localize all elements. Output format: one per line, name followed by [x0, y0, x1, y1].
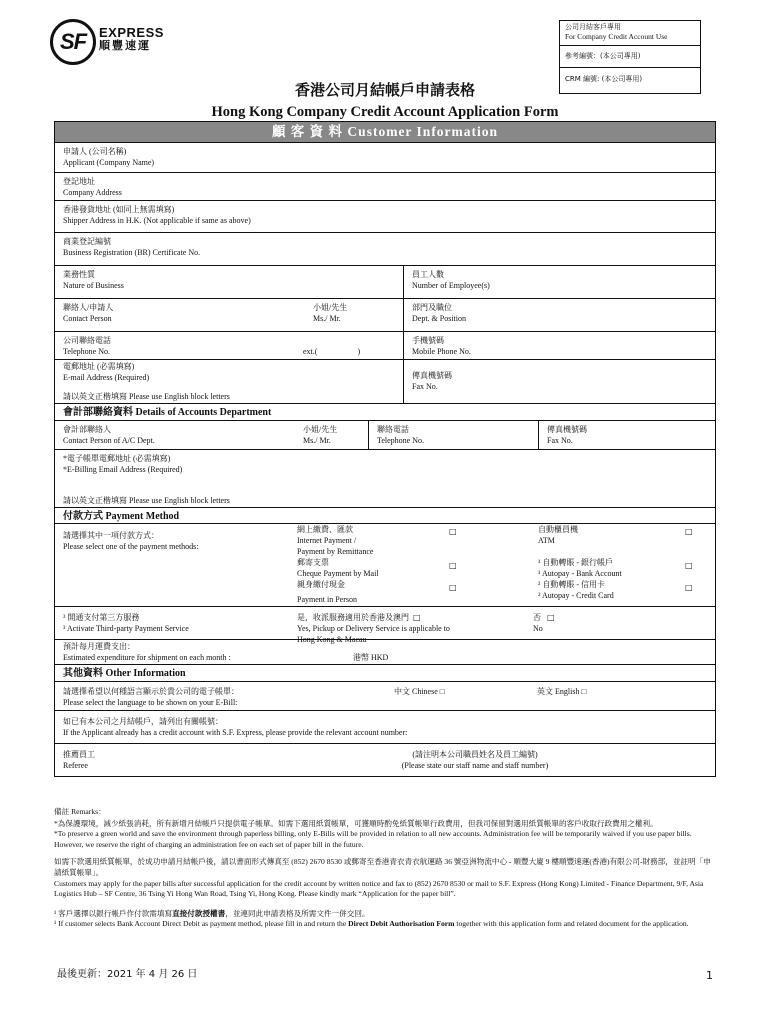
label: Mobile Phone No. [412, 347, 471, 356]
label: Payment in Person [297, 595, 357, 604]
logo-chinese-text: 順豐速運 [99, 40, 151, 52]
label: 推薦員工 [63, 750, 95, 759]
label: 電郵地址 (必需填寫) [63, 362, 135, 371]
customer-info-banner: 顧 客 資 料 Customer Information [55, 122, 715, 142]
text: ¹ If customer selects Bank Account Direct Debit as payment method, please fill in and return the [54, 919, 349, 929]
nature-employees-row [55, 265, 715, 298]
existing-account-field[interactable] [55, 710, 715, 743]
extension-field[interactable] [295, 332, 403, 359]
label: 聯絡人/申請人 [63, 303, 114, 312]
text: ¹ 客戶選擇以銀行帳戶作付款需填寫 [54, 908, 173, 918]
label: E-mail Address (Required) [63, 373, 150, 382]
label: 網上繳費、匯款 [297, 525, 353, 534]
autopay-bank-checkbox[interactable]: □ [685, 561, 693, 570]
label: 公司聯絡電話 [63, 336, 111, 345]
label: 小姐/先生 [303, 425, 338, 434]
third-party-no-option[interactable] [525, 607, 605, 639]
remarks-section [54, 807, 718, 933]
page-number: 1 [706, 969, 713, 982]
label: 預計每月運費支出： [63, 642, 135, 651]
estimated-expenditure-field[interactable] [55, 639, 715, 664]
label: 郵寄支票 [297, 558, 329, 567]
label: Fax No. [547, 436, 573, 445]
label: Applicant (Company Name) [63, 158, 155, 167]
accounts-heading: 會計部聯絡資料 Details of Accounts Department [55, 403, 715, 420]
english-block-note: 請以英文正楷填寫 Please use English block letters [63, 496, 230, 505]
label: Hong Kong & Macau [297, 635, 367, 644]
label: 申請人 (公司名稱) [63, 147, 127, 156]
label: Contact Person [63, 314, 112, 323]
label: ¹ Autopay - Bank Account [538, 569, 622, 578]
autopay-card-checkbox[interactable]: □ [685, 583, 693, 592]
third-party-yes-option[interactable] [289, 607, 519, 644]
label: 會計部聯絡人 [63, 425, 111, 434]
label: 部門及職位 [412, 303, 452, 312]
ebill-language-row [55, 681, 715, 710]
label: Ms./ Mr. [313, 314, 341, 323]
label: 親身繳付現金 [297, 580, 345, 589]
application-form [54, 121, 716, 777]
remark-2-en: Customers may apply for the paper bills after successful application for the credit account by written notice and fax to (852) 2670 8530 or mail to S.F. Express (Hong Kong) Limited - Finance Department, 9/F, Asia Logistics Hub – SF Centre, 36 Tsing Yi Hong Wan Road, Tsing Yi, Hong Kong. Please kindly mark “Application for the paper bill”. [54, 878, 704, 899]
label: 傳真機號碼 [547, 425, 587, 434]
form-title-en: Hong Kong Company Credit Account Application Form [211, 104, 559, 120]
label: Yes, Pickup or Delivery Service is applicable to [297, 624, 450, 633]
label: Payment by Remittance [297, 547, 374, 556]
label: Fax No. [412, 382, 438, 391]
remark-2-cn: 如需下款選用紙質帳單，於成功申請月結帳戶後，請以書面形式傳真至 (852) 2670 8530 或郵寄至香港青衣青衣航運路 36 號亞洲物流中心 - 順豐大廈 9 樓順豐速運(香港)有限公司-財務部，並註明「申請紙質帳單」。 [54, 857, 711, 877]
label: 傳真機號碼 [412, 371, 452, 380]
label: 業務性質 [63, 270, 95, 279]
remark-1-cn: *為保護環境，減少紙張消耗，所有新增月結帳戶只提供電子帳單。如需下選用紙質帳單，可獲順時酌免紙質帳單行政費用，但我司保留對選用紙質帳單的客戶收取行政費用之權利。 [54, 818, 658, 828]
label: No [533, 624, 543, 633]
label: Shipper Address in H.K. (Not applicable if same as above) [63, 216, 251, 225]
text: ，並連同此申請表格及所需文件一併交回。 [225, 908, 370, 918]
office-crm-field[interactable]: CRM 編號: (本公司專用) [560, 67, 700, 93]
direct-debit-form-en: Direct Debit Authorisation Form [348, 919, 455, 929]
label: 英文 English □ [537, 687, 587, 696]
payment-methods-row [55, 523, 715, 606]
label: 如已有本公司之月結帳戶，請列出有關帳號： [63, 717, 223, 726]
label: Ms./ Mr. [303, 436, 331, 445]
english-block-note: 請以英文正楷填寫 Please use English block letters [63, 392, 230, 401]
label [533, 612, 597, 623]
email-field[interactable] [55, 360, 403, 403]
label: 香港發貨地址 (如同上無需填寫) [63, 205, 175, 214]
label: 小姐/先生 [313, 303, 348, 312]
label: 商業登記編號 [63, 237, 111, 246]
office-use-en: For Company Credit Account Use [565, 32, 668, 41]
shipper-address-field[interactable] [55, 200, 715, 232]
last-updated: 最後更新：2021 年 4 月 26 日 [57, 969, 198, 980]
sf-logo-badge: SF [50, 19, 96, 65]
label: ATM [538, 536, 555, 545]
label: Telephone No. [63, 347, 110, 356]
label: Internet Payment / [297, 536, 357, 545]
contact-title-field[interactable] [305, 299, 403, 331]
payment-heading: 付款方式 Payment Method [55, 507, 715, 523]
contact-person-field[interactable] [55, 299, 305, 331]
nature-of-business-field[interactable] [55, 266, 403, 298]
referee-field[interactable] [55, 743, 715, 776]
office-use-cn: 公司月結客戶專用 [565, 23, 621, 31]
ac-title-field[interactable] [295, 421, 368, 449]
label: Company Address [63, 188, 122, 197]
telephone-field[interactable] [55, 332, 295, 359]
third-party-row [55, 606, 715, 644]
br-number-field[interactable] [55, 232, 715, 265]
currency-label: 港幣 HKD [353, 653, 389, 662]
label: 自動櫃員機 [538, 525, 578, 534]
label: Dept. & Position [412, 314, 467, 323]
english-language-option[interactable] [529, 682, 639, 710]
ac-fax-field[interactable] [538, 421, 715, 449]
yes-checkbox[interactable]: □ [413, 613, 421, 622]
label: ¹ 自動轉賬 - 銀行帳戶 [538, 558, 614, 567]
label: ³ 開通支付第三方服務 [63, 613, 140, 622]
office-ref-field[interactable]: 參考編號：(本公司專用) [560, 45, 700, 67]
yes-label: 是，收派服務適用於香港及澳門 [297, 613, 409, 622]
label: 聯絡電話 [377, 425, 409, 434]
label: Please select the language to be shown on your E-Bill: [63, 698, 238, 707]
other-info-heading: 其他資料 Other Information [55, 664, 715, 681]
remark-1-en: *To preserve a green world and save the environment through paperless billing, only E-Bills will be provided in relation to all new accounts. Administration fee will be temporarily waived if you use paper bills. However, we reserve the right of charging an administration fee on each set of paper bill in the future. [54, 829, 692, 849]
accounts-contact-row [55, 420, 715, 449]
label [297, 612, 511, 623]
label: ² 自動轉賬 - 信用卡 [538, 580, 606, 589]
company-address-field[interactable] [55, 172, 715, 200]
fax-field[interactable] [403, 360, 715, 403]
label: *電子帳單電郵地址 (必需填寫) [63, 454, 171, 463]
label: 手機號碼 [412, 336, 444, 345]
label: 請選擇希望以何種語言顯示於貴公司的電子帳單： [63, 687, 239, 696]
remarks-label: 備註 Remarks： [54, 807, 106, 816]
label: Estimated expenditure for shipment on each month : [63, 653, 231, 662]
cash-payment-checkbox[interactable]: □ [449, 583, 457, 592]
mobile-field[interactable] [403, 332, 715, 359]
label: 員工人數 [412, 270, 444, 279]
label: 請選擇其中一項付款方式： [63, 531, 159, 540]
label: (請注明本公司職員姓名及員工編號) [412, 750, 538, 759]
ac-telephone-field[interactable] [368, 421, 538, 449]
label: 中文 Chinese □ [394, 687, 445, 696]
label: Number of Employee(s) [412, 281, 490, 290]
direct-debit-form-cn: 直接付款授權書 [172, 908, 226, 918]
email-fax-row [55, 359, 715, 403]
employees-field[interactable] [403, 266, 715, 298]
remark-3-en [54, 919, 718, 930]
ac-contact-field[interactable] [55, 421, 295, 449]
cheque-payment-checkbox[interactable]: □ [449, 561, 457, 570]
ebill-email-field[interactable] [55, 449, 715, 507]
label: Telephone No. [377, 436, 424, 445]
label: Business Registration (BR) Certificate No. [63, 248, 201, 257]
no-label: 否 [533, 613, 541, 622]
label: ² Autopay - Credit Card [538, 591, 614, 600]
label: Nature of Business [63, 281, 124, 290]
label: 登記地址 [63, 177, 95, 186]
label: If the Applicant already has a credit account with S.F. Express, please provide the relevant account number: [63, 728, 408, 737]
telephone-row [55, 331, 715, 359]
dept-position-field[interactable] [403, 299, 715, 331]
label: Cheque Payment by Mail [297, 569, 379, 578]
internet-payment-checkbox[interactable]: □ [449, 527, 457, 536]
remark-3-cn [54, 909, 718, 920]
text: together with this application form and related document for the application. [454, 919, 689, 929]
label: ext.( ) [303, 347, 361, 356]
logo-express-text: EXPRESS [99, 25, 164, 40]
atm-checkbox[interactable]: □ [685, 527, 693, 536]
form-title-cn: 香港公司月結帳戶申請表格 [294, 81, 475, 99]
label: (Please state our staff name and staff number) [401, 761, 549, 770]
label: Referee [63, 761, 88, 770]
chinese-language-option[interactable] [386, 682, 496, 710]
label: Please select one of the payment methods: [63, 542, 199, 551]
contact-row [55, 298, 715, 331]
label: Contact Person of A/C Dept. [63, 436, 155, 445]
label: ³ Activate Third-party Payment Service [63, 624, 189, 633]
applicant-field[interactable] [55, 142, 715, 172]
no-checkbox[interactable]: □ [547, 613, 555, 622]
label: *E-Billing Email Address (Required) [63, 465, 183, 474]
